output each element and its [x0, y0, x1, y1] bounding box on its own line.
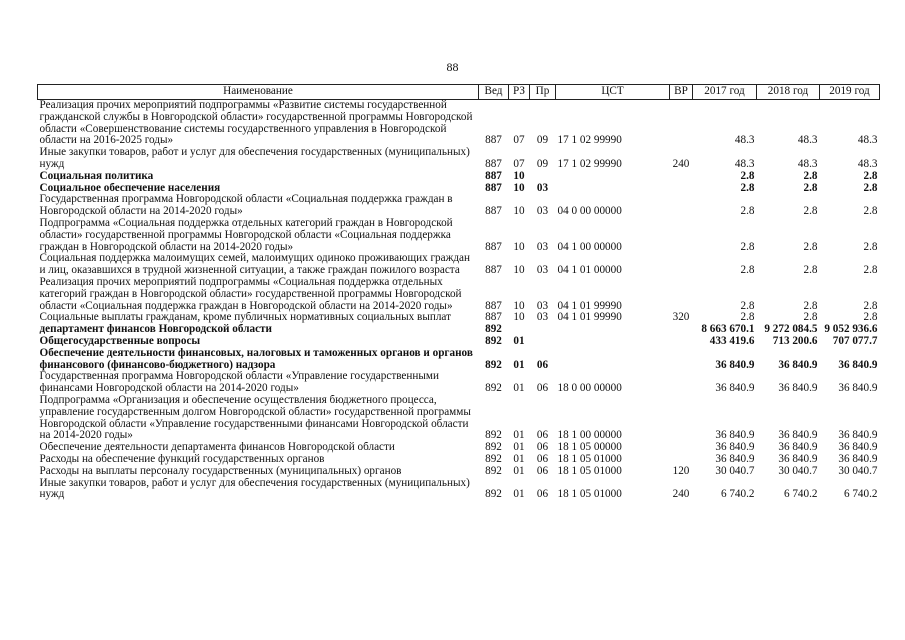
row-vr-cell	[670, 454, 693, 466]
page-number: 88	[446, 60, 459, 74]
row-2017-cell: 48.3	[734, 134, 755, 147]
row-cst-cell: 17 1 02 99990	[557, 134, 622, 147]
row-cst-cell	[556, 183, 670, 195]
header-pr: Пр	[530, 85, 556, 100]
row-2019-cell: 2.8	[863, 312, 878, 324]
row-2017-cell: 2.8	[740, 182, 755, 194]
row-ved-cell: 887	[485, 240, 502, 253]
row-2017-cell: 2.8	[740, 299, 755, 312]
row-rz-cell: 01	[513, 453, 525, 465]
row-pr-cell: 03	[536, 299, 549, 312]
row-2019-cell: 2.8	[863, 170, 878, 182]
row-rz-cell	[509, 324, 530, 336]
row-2017-cell: 433 419.6	[709, 335, 755, 347]
row-name-cell: департамент финансов Новгородской области	[39, 324, 272, 336]
row-name-cell: Государственная программа Новгородской области «Социальная поддержка граждан в Новгородской области на 2014-2020 годы»	[39, 194, 453, 218]
row-pr-cell: 06	[536, 465, 549, 477]
row-ved-cell: 892	[485, 465, 502, 477]
table-row	[38, 478, 880, 502]
row-2018-cell: 48.3	[797, 157, 818, 170]
row-cst-cell: 04 1 01 00000	[557, 264, 622, 277]
row-2017-cell: 2.8	[740, 240, 755, 253]
row-cst-cell: 18 1 05 01000	[557, 453, 622, 465]
row-ved-cell: 892	[485, 335, 502, 347]
row-ved-cell: 892	[485, 488, 502, 501]
row-2019-cell: 2.8	[863, 264, 878, 277]
row-cst-cell: 04 0 00 00000	[557, 205, 622, 218]
row-ved-cell: 892	[485, 453, 502, 465]
table-row	[38, 277, 880, 312]
row-rz-cell: 01	[513, 465, 525, 477]
header-ved: Вед	[479, 85, 509, 100]
table-row	[38, 171, 880, 183]
row-2018-cell: 6 740.2	[783, 488, 818, 501]
row-name-cell: Реализация прочих мероприятий подпрограммы «Социальная поддержка отдельных категорий граждан в Новгородской области» государственной программы Новгородской области «Социальная поддержка граждан в Новгородской области на 2014-2020 годы»	[39, 276, 462, 312]
row-pr-cell: 06	[536, 429, 549, 442]
row-cst-cell: 04 1 01 99990	[557, 312, 622, 324]
row-rz-cell: 10	[513, 264, 525, 277]
row-rz-cell: 10	[513, 299, 525, 312]
row-ved-cell: 887	[485, 157, 502, 170]
row-2017-cell: 36 840.9	[715, 358, 755, 371]
row-name-cell: Общегосударственные вопросы	[39, 335, 201, 347]
row-2019-cell: 2.8	[863, 299, 878, 312]
row-vr-cell	[670, 442, 693, 454]
row-name-cell: Социальная политика	[39, 170, 154, 182]
row-2018-cell: 2.8	[803, 264, 818, 277]
table-row	[38, 442, 880, 454]
row-name-cell: Подпрограмма «Организация и обеспечение осуществления бюджетного процесса, управление государственным долгом Новгородской области» государственной программы Новгородской области «Управление государственными финансами Новгородской области на 2014-2020 годы»	[39, 394, 471, 442]
row-name-cell: Расходы на обеспечение функций государственных органов	[39, 453, 325, 465]
row-pr-cell: 03	[536, 264, 549, 277]
row-ved-cell: 887	[485, 134, 502, 147]
row-2018-cell: 2.8	[803, 170, 818, 182]
row-vr-cell	[670, 218, 693, 253]
row-rz-cell: 01	[513, 382, 525, 395]
row-2017-cell: 2.8	[740, 264, 755, 277]
row-2018-cell: 2.8	[803, 182, 818, 194]
row-ved-cell: 887	[485, 264, 502, 277]
row-ved-cell: 887	[485, 299, 502, 312]
table-row	[38, 324, 880, 336]
row-ved-cell: 892	[485, 382, 502, 395]
row-2018-cell: 48.3	[797, 134, 818, 147]
row-vr-cell	[670, 371, 693, 395]
row-2018-cell: 2.8	[803, 312, 818, 324]
header-rz: РЗ	[509, 85, 530, 100]
row-rz-cell: 01	[513, 488, 525, 501]
row-2019-cell: 36 840.9	[838, 358, 878, 371]
table-row	[38, 253, 880, 277]
row-rz-cell: 01	[513, 335, 525, 347]
row-vr-cell	[670, 395, 693, 442]
row-pr-cell: 03	[536, 182, 549, 194]
row-vr-cell: 320	[672, 312, 690, 324]
row-pr-cell: 09	[536, 157, 549, 170]
row-2018-cell: 36 840.9	[778, 429, 818, 442]
row-2019-cell: 36 840.9	[838, 429, 878, 442]
row-2019-cell: 2.8	[863, 182, 878, 194]
row-name-cell: Иные закупки товаров, работ и услуг для обеспечения государственных (муниципальных) нужд	[39, 477, 470, 501]
table-row	[38, 312, 880, 324]
row-vr-cell: 240	[672, 488, 690, 501]
row-pr-cell	[530, 171, 556, 183]
row-2017-cell: 36 840.9	[715, 442, 755, 454]
row-cst-cell: 18 0 00 00000	[557, 382, 622, 395]
row-name-cell: Социальное обеспечение населения	[39, 182, 221, 194]
row-rz-cell: 10	[513, 312, 525, 324]
row-ved-cell: 892	[485, 442, 502, 454]
row-cst-cell: 17 1 02 99990	[557, 157, 622, 170]
row-2017-cell: 2.8	[740, 312, 755, 324]
row-2019-cell: 9 052 936.6	[824, 324, 878, 336]
table-row	[38, 348, 880, 372]
row-vr-cell	[670, 324, 693, 336]
row-2019-cell: 707 077.7	[832, 335, 878, 347]
row-name-cell: Обеспечение деятельности финансовых, налоговых и таможенных органов и органов финансового (финансово-бюджетного) надзора	[39, 347, 473, 371]
row-pr-cell	[530, 336, 556, 348]
row-cst-cell: 04 1 00 00000	[557, 240, 622, 253]
row-2017-cell: 36 840.9	[715, 429, 755, 442]
row-name-cell: Обеспечение деятельности департамента финансов Новгородской области	[39, 442, 395, 454]
row-2019-cell: 48.3	[857, 157, 878, 170]
row-2019-cell: 30 040.7	[838, 465, 878, 477]
table-row	[38, 371, 880, 395]
row-cst-cell: 18 1 05 01000	[557, 465, 622, 477]
row-rz-cell: 01	[513, 442, 525, 454]
row-2017-cell: 2.8	[740, 170, 755, 182]
row-ved-cell: 892	[485, 324, 502, 336]
row-vr-cell	[670, 348, 693, 372]
budget-table	[37, 84, 880, 501]
row-vr-cell	[670, 253, 693, 277]
table-row	[38, 336, 880, 348]
header-name: Наименование	[38, 85, 479, 100]
row-pr-cell: 03	[536, 205, 549, 218]
table-row	[38, 454, 880, 466]
row-pr-cell: 03	[536, 240, 549, 253]
row-vr-cell: 240	[672, 157, 690, 170]
row-ved-cell: 892	[485, 358, 502, 371]
table-row	[38, 100, 880, 148]
row-rz-cell: 10	[513, 240, 525, 253]
row-rz-cell: 01	[513, 358, 525, 371]
row-vr-cell: 120	[672, 465, 690, 477]
row-cst-cell: 04 1 01 99990	[557, 299, 622, 312]
row-2018-cell: 36 840.9	[778, 382, 818, 395]
table-row	[38, 395, 880, 442]
row-2017-cell: 8 663 670.1	[701, 324, 755, 336]
row-cst-cell: 18 1 05 01000	[557, 488, 622, 501]
table-row	[38, 183, 880, 195]
row-ved-cell: 887	[485, 182, 502, 194]
row-pr-cell: 06	[536, 358, 549, 371]
header-2019: 2019 год	[820, 85, 880, 100]
row-pr-cell: 03	[536, 312, 549, 324]
row-pr-cell: 06	[536, 442, 549, 454]
row-cst-cell	[556, 324, 670, 336]
row-cst-cell: 18 1 00 00000	[557, 429, 622, 442]
row-2017-cell: 6 740.2	[720, 488, 755, 501]
row-2019-cell: 36 840.9	[838, 453, 878, 465]
row-ved-cell: 892	[485, 429, 502, 442]
header-2018: 2018 год	[757, 85, 820, 100]
table-row	[38, 218, 880, 253]
row-rz-cell: 10	[513, 205, 525, 218]
table-row	[38, 147, 880, 171]
row-ved-cell: 887	[485, 312, 502, 324]
header-2017: 2017 год	[693, 85, 757, 100]
row-2018-cell: 36 840.9	[778, 442, 818, 454]
row-2018-cell: 30 040.7	[778, 465, 818, 477]
row-2017-cell: 36 840.9	[715, 453, 755, 465]
row-vr-cell	[670, 171, 693, 183]
table-header-row	[38, 85, 880, 100]
row-2019-cell: 36 840.9	[838, 442, 878, 454]
row-cst-cell	[556, 336, 670, 348]
row-name-cell: Реализация прочих мероприятий подпрограммы «Развитие системы государственной гражданской службы в Новгородской области» государственной программы Новгородской области «Совершенствование системы государственного управления в Новгородской области на 2016-2025 годы»	[39, 99, 473, 147]
row-vr-cell	[670, 183, 693, 195]
row-cst-cell: 18 1 05 00000	[557, 442, 622, 454]
row-2018-cell: 36 840.9	[778, 358, 818, 371]
row-name-cell: Социальная поддержка малоимущих семей, малоимущих одиноко проживающих граждан и лиц, оказавшихся в трудной жизненной ситуации, а также граждан пожилого возраста	[39, 253, 470, 277]
row-2018-cell: 2.8	[803, 299, 818, 312]
row-ved-cell: 887	[485, 170, 502, 182]
row-2018-cell: 36 840.9	[778, 453, 818, 465]
row-vr-cell	[670, 336, 693, 348]
row-2017-cell: 36 840.9	[715, 382, 755, 395]
row-2019-cell: 2.8	[863, 205, 878, 218]
table-row	[38, 466, 880, 478]
row-ved-cell: 887	[485, 205, 502, 218]
row-2019-cell: 6 740.2	[843, 488, 878, 501]
row-rz-cell: 07	[513, 134, 525, 147]
row-pr-cell: 09	[536, 134, 549, 147]
row-vr-cell	[670, 194, 693, 218]
row-rz-cell: 10	[513, 170, 525, 182]
row-name-cell: Государственная программа Новгородской области «Управление государственными финансами Новгородской области на 2014-2020 годы»	[39, 371, 439, 395]
row-name-cell: Социальные выплаты гражданам, кроме публичных нормативных социальных выплат	[39, 312, 451, 324]
row-vr-cell	[670, 277, 693, 312]
row-2019-cell: 36 840.9	[838, 382, 878, 395]
row-name-cell: Подпрограмма «Социальная поддержка отдельных категорий граждан в Новгородской области» государственной программы Новгородской области «Социальная поддержка граждан в Новгородской области на 2014-2020 годы»	[39, 217, 453, 253]
row-pr-cell	[530, 324, 556, 336]
row-pr-cell: 06	[536, 382, 549, 395]
row-rz-cell: 01	[513, 429, 525, 442]
row-rz-cell: 10	[513, 182, 525, 194]
row-2019-cell: 2.8	[863, 240, 878, 253]
row-rz-cell: 07	[513, 157, 525, 170]
row-cst-cell	[556, 171, 670, 183]
table-row	[38, 194, 880, 218]
row-pr-cell: 06	[536, 488, 549, 501]
row-2018-cell: 9 272 084.5	[764, 324, 818, 336]
header-cst: ЦСТ	[556, 85, 670, 100]
row-2019-cell: 48.3	[857, 134, 878, 147]
row-name-cell: Расходы на выплаты персоналу государственных (муниципальных) органов	[39, 465, 402, 477]
row-2017-cell: 30 040.7	[715, 465, 755, 477]
row-2018-cell: 2.8	[803, 240, 818, 253]
row-2017-cell: 2.8	[740, 205, 755, 218]
row-pr-cell: 06	[536, 453, 549, 465]
row-2018-cell: 713 200.6	[772, 335, 818, 347]
row-vr-cell	[670, 100, 693, 148]
table-body	[38, 100, 880, 502]
row-2018-cell: 2.8	[803, 205, 818, 218]
header-vr: ВР	[670, 85, 693, 100]
row-cst-cell	[556, 348, 670, 372]
row-name-cell: Иные закупки товаров, работ и услуг для обеспечения государственных (муниципальных) нужд	[39, 147, 470, 170]
row-2017-cell: 48.3	[734, 157, 755, 170]
